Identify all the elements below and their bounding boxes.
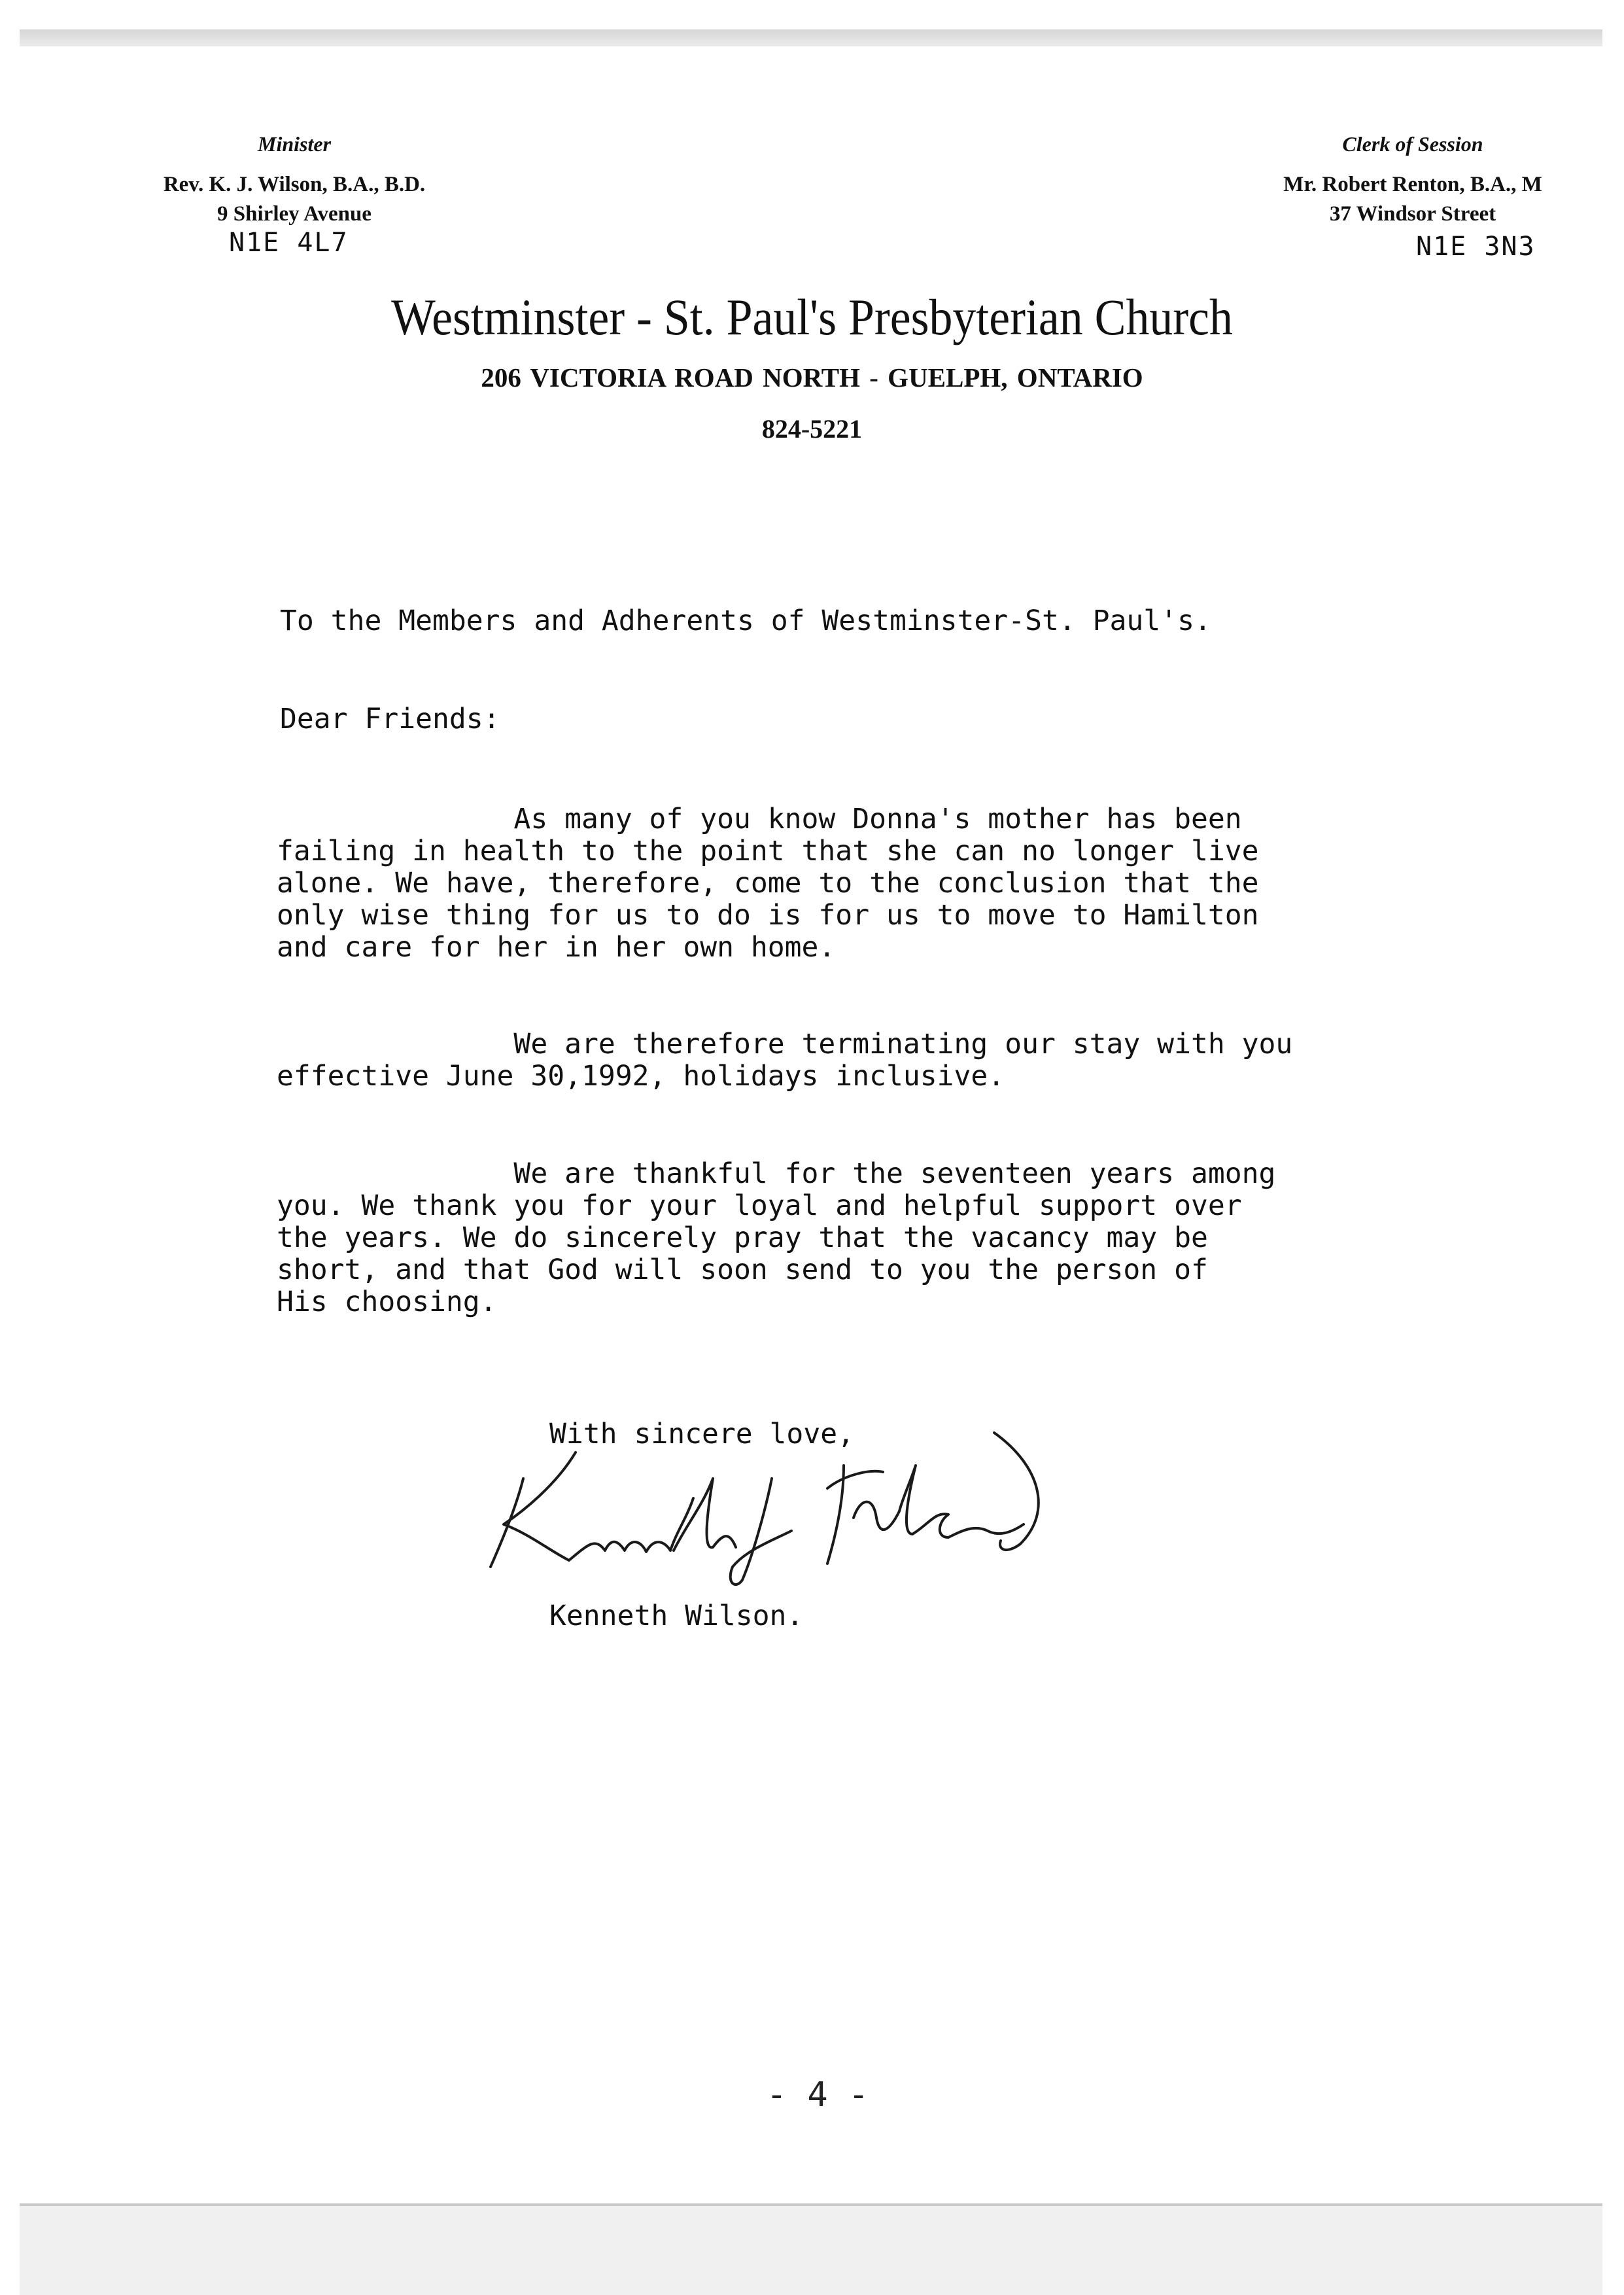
- clerk-name: Mr. Robert Renton, B.A., M: [1283, 173, 1542, 196]
- letter-signer: Kenneth Wilson.: [549, 1600, 804, 1632]
- minister-name: Rev. K. J. Wilson, B.A., B.D.: [163, 173, 426, 196]
- clerk-role: Clerk of Session: [1342, 132, 1483, 156]
- scan-edge-top: [20, 29, 1602, 46]
- letter-paragraph-2: We are therefore terminating our stay with you effective June 30,1992, holidays inclusive.: [277, 1028, 1293, 1093]
- letter-paragraph-3: We are thankful for the seventeen years among you. We thank you for your loyal and helpful support over the years. We do sincerely pray that the vacancy may be short, and that God will soon send to you the person of His choosing.: [277, 1157, 1276, 1318]
- church-phone: 824-5221: [761, 414, 863, 444]
- clerk-block: [1230, 131, 1596, 229]
- minister-street: 9 Shirley Avenue: [217, 202, 371, 226]
- clerk-street: 37 Windsor Street: [1329, 202, 1496, 226]
- clerk-postal-code: N1E 3N3: [1416, 232, 1536, 262]
- scan-edge-bottom: [20, 2206, 1602, 2295]
- page-number: - 4 -: [766, 2075, 869, 2114]
- church-name: Westminster - St. Paul's Presbyterian Church: [391, 289, 1233, 345]
- letter-addressee: To the Members and Adherents of Westminster-St. Paul's.: [280, 604, 1211, 637]
- letter-paragraph-1: As many of you know Donna's mother has been failing in health to the point that she can no longer live alone. We have, therefore, come to the conclusion that the only wise thing for us to do is for us to move to Hamilton and care for her in her own home.: [277, 803, 1259, 964]
- letter-closing: With sincere love,: [549, 1418, 854, 1450]
- minister-postal-code: N1E 4L7: [229, 228, 349, 258]
- minister-role: Minister: [257, 132, 332, 156]
- church-address: 206 VICTORIA ROAD NORTH - GUELPH, ONTARIO: [481, 362, 1143, 393]
- handwritten-signature: [477, 1426, 1079, 1590]
- letter-salutation: Dear Friends:: [280, 703, 500, 735]
- minister-block: [98, 131, 491, 229]
